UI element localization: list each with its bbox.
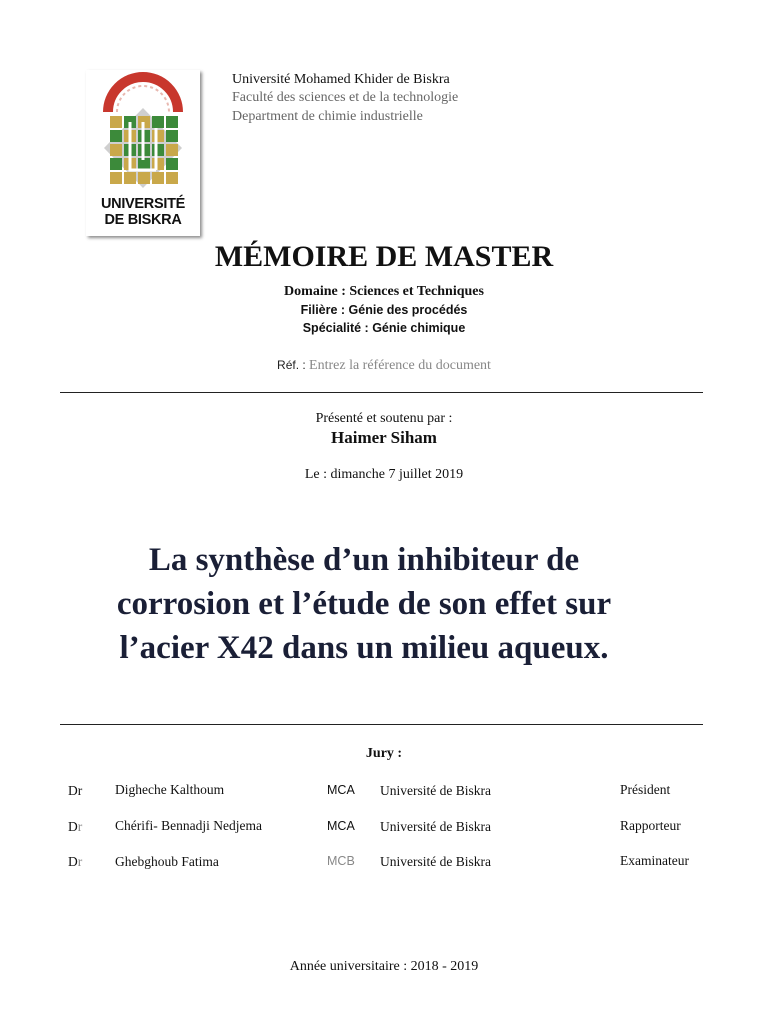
jury-member-title: Dr [68,819,83,834]
specialite-line: Spécialité : Génie chimique [302,321,466,335]
jury-member-title: Dr [68,854,83,869]
thesis-title [60,538,668,670]
jury-member-role: Rapporteur [620,818,681,833]
divider-top [60,392,703,393]
jury-member-institution: Université de Biskra [380,783,491,798]
university-name: Université Mohamed Khider de Biskra [232,72,450,87]
memoire-title: MÉMOIRE DE MASTER [214,240,554,273]
defense-date: Le : dimanche 7 juillet 2019 [304,467,464,482]
thesis-title-line3: l’acier X42 dans un milieu aqueux. [119,630,609,666]
academic-year: Année universitaire : 2018 - 2019 [289,959,479,974]
logo-text-line1: UNIVERSITÉ [100,196,185,212]
thesis-title-line1: La synthèse d’un inhibiteur de [148,542,580,578]
jury-member-name: Ghebghoub Fatima [115,854,219,869]
reference-field[interactable]: Entrez la référence du document [309,358,491,373]
university-logo [86,70,200,236]
jury-member-grade: MCA [327,783,355,797]
jury-member-role: Examinateur [620,853,689,868]
jury-member-institution: Université de Biskra [380,819,491,834]
jury-member-title-suffix: r [77,819,83,834]
jury-member-title-suffix: r [77,854,83,869]
jury-member-institution: Université de Biskra [380,854,491,869]
divider-bottom [60,724,703,725]
filiere-line: Filière : Génie des procédés [300,303,468,317]
reference-label: Réf. : [277,358,310,372]
thesis-title-line2: corrosion et l’étude de son effet sur [116,586,612,622]
jury-member-title: Dr [68,783,83,798]
jury-title: Jury : [365,746,403,761]
jury-member-grade: MCB [327,854,355,868]
jury-member-grade: MCA [327,819,355,833]
jury-member-name: Digheche Kalthoum [115,782,225,797]
author-name: Haimer Siham [331,428,437,447]
logo-text-line2: DE BISKRA [104,212,182,228]
domain-line: Domaine : Sciences et Techniques [284,284,484,299]
jury-member-role: Président [620,782,671,797]
jury-member-name: Chérifi- Bennadji Nedjema [115,818,262,833]
presented-by-label: Présenté et soutenu par : [315,411,453,426]
reference-line [0,357,768,374]
department-name: Department de chimie industrielle [232,109,423,124]
faculty-name: Faculté des sciences et de la technologie [232,90,459,105]
